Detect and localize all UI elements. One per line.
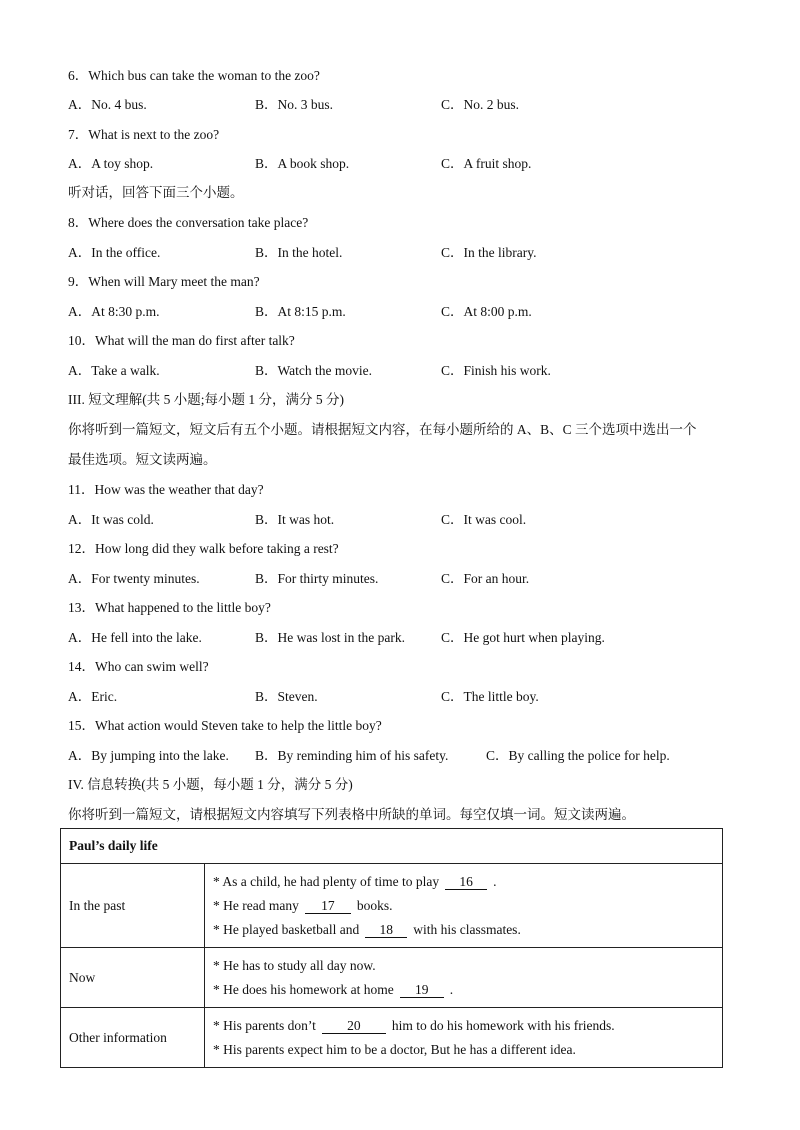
question-6: 6．Which bus can take the woman to the zoo? xyxy=(68,68,320,83)
option-15c: C．By calling the police for help. xyxy=(486,748,670,763)
row-label-now: Now xyxy=(61,948,205,1008)
option-7c: C．A fruit shop. xyxy=(441,156,532,171)
info-table xyxy=(60,828,723,1068)
option-12c: C．For an hour. xyxy=(441,571,530,586)
row-content-now xyxy=(205,948,723,1008)
past-line-1-end: . xyxy=(493,873,497,889)
row-label-other: Other information xyxy=(61,1008,205,1068)
options-12 xyxy=(68,567,748,585)
blank-16[interactable]: 16 xyxy=(445,875,487,890)
other-line-1-end: him to do his homework with his friends. xyxy=(391,1017,615,1033)
past-line-1 xyxy=(213,870,714,894)
question-9: 9．When will Mary meet the man? xyxy=(68,274,260,289)
option-14c: C．The little boy. xyxy=(441,689,539,704)
option-9c: C．At 8:00 p.m. xyxy=(441,304,532,319)
question-10: 10．What will the man do first after talk? xyxy=(68,333,295,348)
question-13: 13．What happened to the little boy? xyxy=(68,600,271,615)
question-11: 11．How was the weather that day? xyxy=(68,482,264,497)
section-3-title: III. 短文理解(共 5 小题;每小题 1 分，满分 5 分) xyxy=(68,392,344,407)
options-9 xyxy=(68,300,748,318)
section-3-instruction-2: 最佳选项。短文读两遍。 xyxy=(68,452,217,467)
option-11a: A．It was cold. xyxy=(68,512,154,527)
other-line-1-text: * His parents don’t xyxy=(213,1017,316,1033)
option-11c: C．It was cool. xyxy=(441,512,527,527)
options-6 xyxy=(68,93,748,111)
option-12b: B．For thirty minutes. xyxy=(255,571,379,586)
now-line-2-end: . xyxy=(449,981,454,997)
table-title: Paul’s daily life xyxy=(61,829,723,864)
row-content-past xyxy=(205,864,723,948)
table-header-row xyxy=(61,829,723,864)
blank-20[interactable]: 20 xyxy=(322,1019,386,1034)
option-8a: A．In the office. xyxy=(68,245,161,260)
past-line-2 xyxy=(213,894,714,918)
option-11b: B．It was hot. xyxy=(255,512,335,527)
option-6a: A．No. 4 bus. xyxy=(68,97,147,112)
section-4-title: IV. 信息转换(共 5 小题，每小题 1 分，满分 5 分) xyxy=(68,777,353,792)
past-line-2-end: books. xyxy=(356,897,393,913)
question-12: 12．How long did they walk before taking a rest? xyxy=(68,541,339,556)
option-10a: A．Take a walk. xyxy=(68,363,160,378)
past-line-1-text: * As a child, he had plenty of time to play xyxy=(213,873,440,889)
option-13b: B．He was lost in the park. xyxy=(255,630,405,645)
table-row-other xyxy=(61,1008,723,1068)
now-line-2-text: * He does his homework at home xyxy=(213,981,394,997)
option-13c: C．He got hurt when playing. xyxy=(441,630,605,645)
option-9b: B．At 8:15 p.m. xyxy=(255,304,346,319)
option-10c: C．Finish his work. xyxy=(441,363,551,378)
question-8: 8．Where does the conversation take place? xyxy=(68,215,309,230)
options-10 xyxy=(68,359,748,377)
option-8b: B．In the hotel. xyxy=(255,245,343,260)
options-14 xyxy=(68,685,748,703)
blank-19[interactable]: 19 xyxy=(400,983,444,998)
option-10b: B．Watch the movie. xyxy=(255,363,373,378)
table-row-now xyxy=(61,948,723,1008)
option-6c: C．No. 2 bus. xyxy=(441,97,520,112)
other-line-1 xyxy=(213,1014,714,1038)
question-15: 15．What action would Steven take to help the little boy? xyxy=(68,718,382,733)
option-15a: A．By jumping into the lake. xyxy=(68,748,229,763)
other-line-2: * His parents expect him to be a doctor, But he has a different idea. xyxy=(213,1041,576,1057)
option-7a: A．A toy shop. xyxy=(68,156,154,171)
past-line-3 xyxy=(213,918,714,942)
section-3-instruction-1: 你将听到一篇短文，短文后有五个小题。请根据短文内容，在每小题所给的 A、B、C 三个选项中选出一个 xyxy=(68,422,697,437)
now-line-1: * He has to study all day now. xyxy=(213,957,376,973)
options-13 xyxy=(68,626,748,644)
section-4-instruction: 你将听到一篇短文，请根据短文内容填写下列表格中所缺的单词。每空仅填一词。短文读两遍。 xyxy=(68,807,635,822)
option-13a: A．He fell into the lake. xyxy=(68,630,202,645)
question-14: 14．Who can swim well? xyxy=(68,659,209,674)
table-row-past xyxy=(61,864,723,948)
option-15b: B．By reminding him of his safety. xyxy=(255,748,449,763)
option-14a: A．Eric. xyxy=(68,689,118,704)
option-8c: C．In the library. xyxy=(441,245,537,260)
question-7: 7．What is next to the zoo? xyxy=(68,127,220,142)
option-14b: B．Steven. xyxy=(255,689,318,704)
dialogue-instruction: 听对话，回答下面三个小题。 xyxy=(68,185,244,200)
row-label-past: In the past xyxy=(61,864,205,948)
row-content-other xyxy=(205,1008,723,1068)
now-line-2 xyxy=(213,978,714,1002)
options-15 xyxy=(68,744,748,762)
option-6b: B．No. 3 bus. xyxy=(255,97,334,112)
blank-17[interactable]: 17 xyxy=(305,899,351,914)
past-line-3-end: with his classmates. xyxy=(413,921,521,937)
options-8 xyxy=(68,241,748,259)
blank-18[interactable]: 18 xyxy=(365,923,407,938)
past-line-2-text: * He read many xyxy=(213,897,299,913)
option-9a: A．At 8:30 p.m. xyxy=(68,304,160,319)
options-11 xyxy=(68,508,748,526)
options-7 xyxy=(68,152,748,170)
past-line-3-text: * He played basketball and xyxy=(213,921,360,937)
option-12a: A．For twenty minutes. xyxy=(68,571,200,586)
option-7b: B．A book shop. xyxy=(255,156,350,171)
